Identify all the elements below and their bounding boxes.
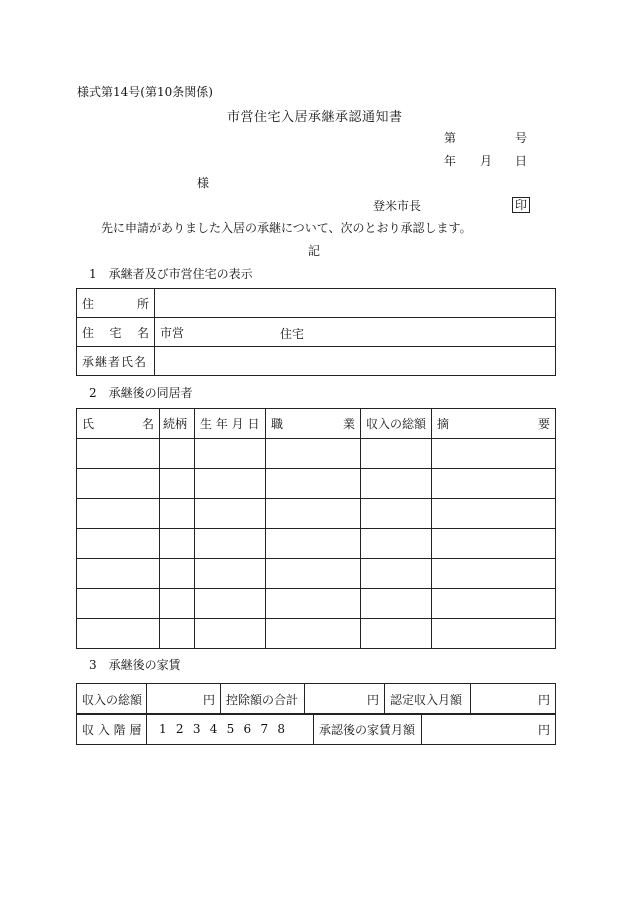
cell[interactable] bbox=[77, 619, 160, 649]
table-row bbox=[77, 529, 556, 559]
cell[interactable] bbox=[432, 439, 556, 469]
cell[interactable] bbox=[432, 469, 556, 499]
cell[interactable] bbox=[266, 559, 361, 589]
successor-name-label: 承継者氏名 bbox=[77, 347, 155, 376]
cell[interactable] bbox=[432, 499, 556, 529]
date-month: 月 bbox=[480, 154, 493, 168]
cell[interactable] bbox=[77, 589, 160, 619]
form-number: 様式第14号(第10条関係) bbox=[77, 85, 213, 99]
cell[interactable] bbox=[160, 559, 195, 589]
monthly-income-label: 認定収入月額 bbox=[385, 684, 471, 715]
cell[interactable] bbox=[77, 439, 160, 469]
cell[interactable] bbox=[195, 589, 266, 619]
cohabitant-table bbox=[76, 408, 556, 649]
cell[interactable] bbox=[77, 559, 160, 589]
cell[interactable] bbox=[195, 529, 266, 559]
ki-label: 記 bbox=[308, 244, 321, 258]
monthly-income-value[interactable] bbox=[471, 684, 556, 715]
rent-table-row2 bbox=[76, 713, 556, 745]
rent-table-row1 bbox=[76, 683, 556, 715]
doc-number-suffix: 号 bbox=[515, 131, 528, 145]
table-row bbox=[77, 499, 556, 529]
cell[interactable] bbox=[361, 559, 432, 589]
section2-heading: 2 承継後の同居者 bbox=[89, 386, 193, 400]
cell[interactable] bbox=[361, 469, 432, 499]
approved-rent-value[interactable] bbox=[422, 714, 556, 745]
cell[interactable] bbox=[361, 619, 432, 649]
housing-prefix: 市営 bbox=[160, 325, 185, 340]
table-row bbox=[77, 559, 556, 589]
seal-stamp: 印 bbox=[512, 197, 530, 213]
cell[interactable] bbox=[160, 589, 195, 619]
cell[interactable] bbox=[361, 529, 432, 559]
table-row bbox=[77, 469, 556, 499]
cell[interactable] bbox=[160, 529, 195, 559]
housing-suffix: 住宅 bbox=[280, 327, 305, 341]
income-level-5[interactable]: 5 bbox=[226, 722, 235, 736]
table-row bbox=[77, 589, 556, 619]
header-occupation: 職 業 bbox=[266, 409, 361, 439]
yen-unit: 円 bbox=[202, 692, 215, 707]
cell[interactable] bbox=[160, 439, 195, 469]
header-birthdate: 生 年 月 日 bbox=[195, 409, 266, 439]
deduction-total-label: 控除額の合計 bbox=[221, 684, 305, 715]
yen-unit: 円 bbox=[537, 692, 550, 707]
body-text: 先に申請がありました入居の承継について、次のとおり承認します。 bbox=[101, 221, 472, 235]
cell[interactable] bbox=[432, 559, 556, 589]
yen-unit: 円 bbox=[537, 722, 550, 737]
income-level-3[interactable]: 3 bbox=[192, 722, 201, 736]
cell[interactable] bbox=[432, 619, 556, 649]
document-title: 市営住宅入居承継承認通知書 bbox=[227, 110, 403, 125]
table-row bbox=[77, 439, 556, 469]
header-income: 収入の総額 bbox=[361, 409, 432, 439]
successor-name-value[interactable] bbox=[155, 347, 556, 376]
date-day: 日 bbox=[515, 154, 528, 168]
cell[interactable] bbox=[195, 439, 266, 469]
income-level-7[interactable]: 7 bbox=[260, 722, 269, 736]
address-label: 住 所 bbox=[77, 289, 155, 318]
cell[interactable] bbox=[266, 619, 361, 649]
cell[interactable] bbox=[160, 499, 195, 529]
income-level-options[interactable] bbox=[147, 714, 314, 745]
income-level-8[interactable]: 8 bbox=[277, 722, 285, 736]
successor-table bbox=[76, 288, 556, 376]
income-level-label: 収 入 階 層 bbox=[77, 714, 147, 745]
income-level-6[interactable]: 6 bbox=[243, 722, 252, 736]
doc-number-prefix: 第 bbox=[444, 131, 457, 145]
header-relation: 続柄 bbox=[160, 409, 195, 439]
cell[interactable] bbox=[361, 439, 432, 469]
total-income-label: 収入の総額 bbox=[77, 684, 147, 715]
total-income-value[interactable] bbox=[147, 684, 221, 715]
cell[interactable] bbox=[195, 619, 266, 649]
table-row bbox=[77, 619, 556, 649]
date-year: 年 bbox=[444, 154, 457, 168]
addressee-suffix: 様 bbox=[197, 176, 210, 190]
income-level-1[interactable]: 1 bbox=[159, 722, 167, 736]
cell[interactable] bbox=[266, 529, 361, 559]
cell[interactable] bbox=[77, 469, 160, 499]
header-name: 氏 名 bbox=[77, 409, 160, 439]
cell[interactable] bbox=[266, 469, 361, 499]
cell[interactable] bbox=[266, 499, 361, 529]
housing-name-value[interactable] bbox=[155, 318, 556, 347]
section1-heading: 1 承継者及び市営住宅の表示 bbox=[89, 267, 253, 281]
cell[interactable] bbox=[266, 439, 361, 469]
cell[interactable] bbox=[160, 619, 195, 649]
cell[interactable] bbox=[77, 529, 160, 559]
cell[interactable] bbox=[432, 529, 556, 559]
address-value[interactable] bbox=[155, 289, 556, 318]
yen-unit: 円 bbox=[366, 692, 379, 707]
cell[interactable] bbox=[195, 559, 266, 589]
issuer: 登米市長 bbox=[373, 199, 422, 213]
cell[interactable] bbox=[77, 499, 160, 529]
approved-rent-label: 承認後の家賃月額 bbox=[314, 714, 422, 745]
housing-name-label: 住 宅 名 bbox=[77, 318, 155, 347]
section3-heading: 3 承継後の家賃 bbox=[89, 658, 181, 672]
cell[interactable] bbox=[361, 499, 432, 529]
cell[interactable] bbox=[266, 589, 361, 619]
cell[interactable] bbox=[160, 469, 195, 499]
income-level-4[interactable]: 4 bbox=[209, 722, 218, 736]
header-remarks: 摘 要 bbox=[432, 409, 556, 439]
income-level-2[interactable]: 2 bbox=[175, 722, 184, 736]
deduction-total-value[interactable] bbox=[305, 684, 385, 715]
cell[interactable] bbox=[195, 469, 266, 499]
cell[interactable] bbox=[195, 499, 266, 529]
cell[interactable] bbox=[432, 589, 556, 619]
cell[interactable] bbox=[361, 589, 432, 619]
